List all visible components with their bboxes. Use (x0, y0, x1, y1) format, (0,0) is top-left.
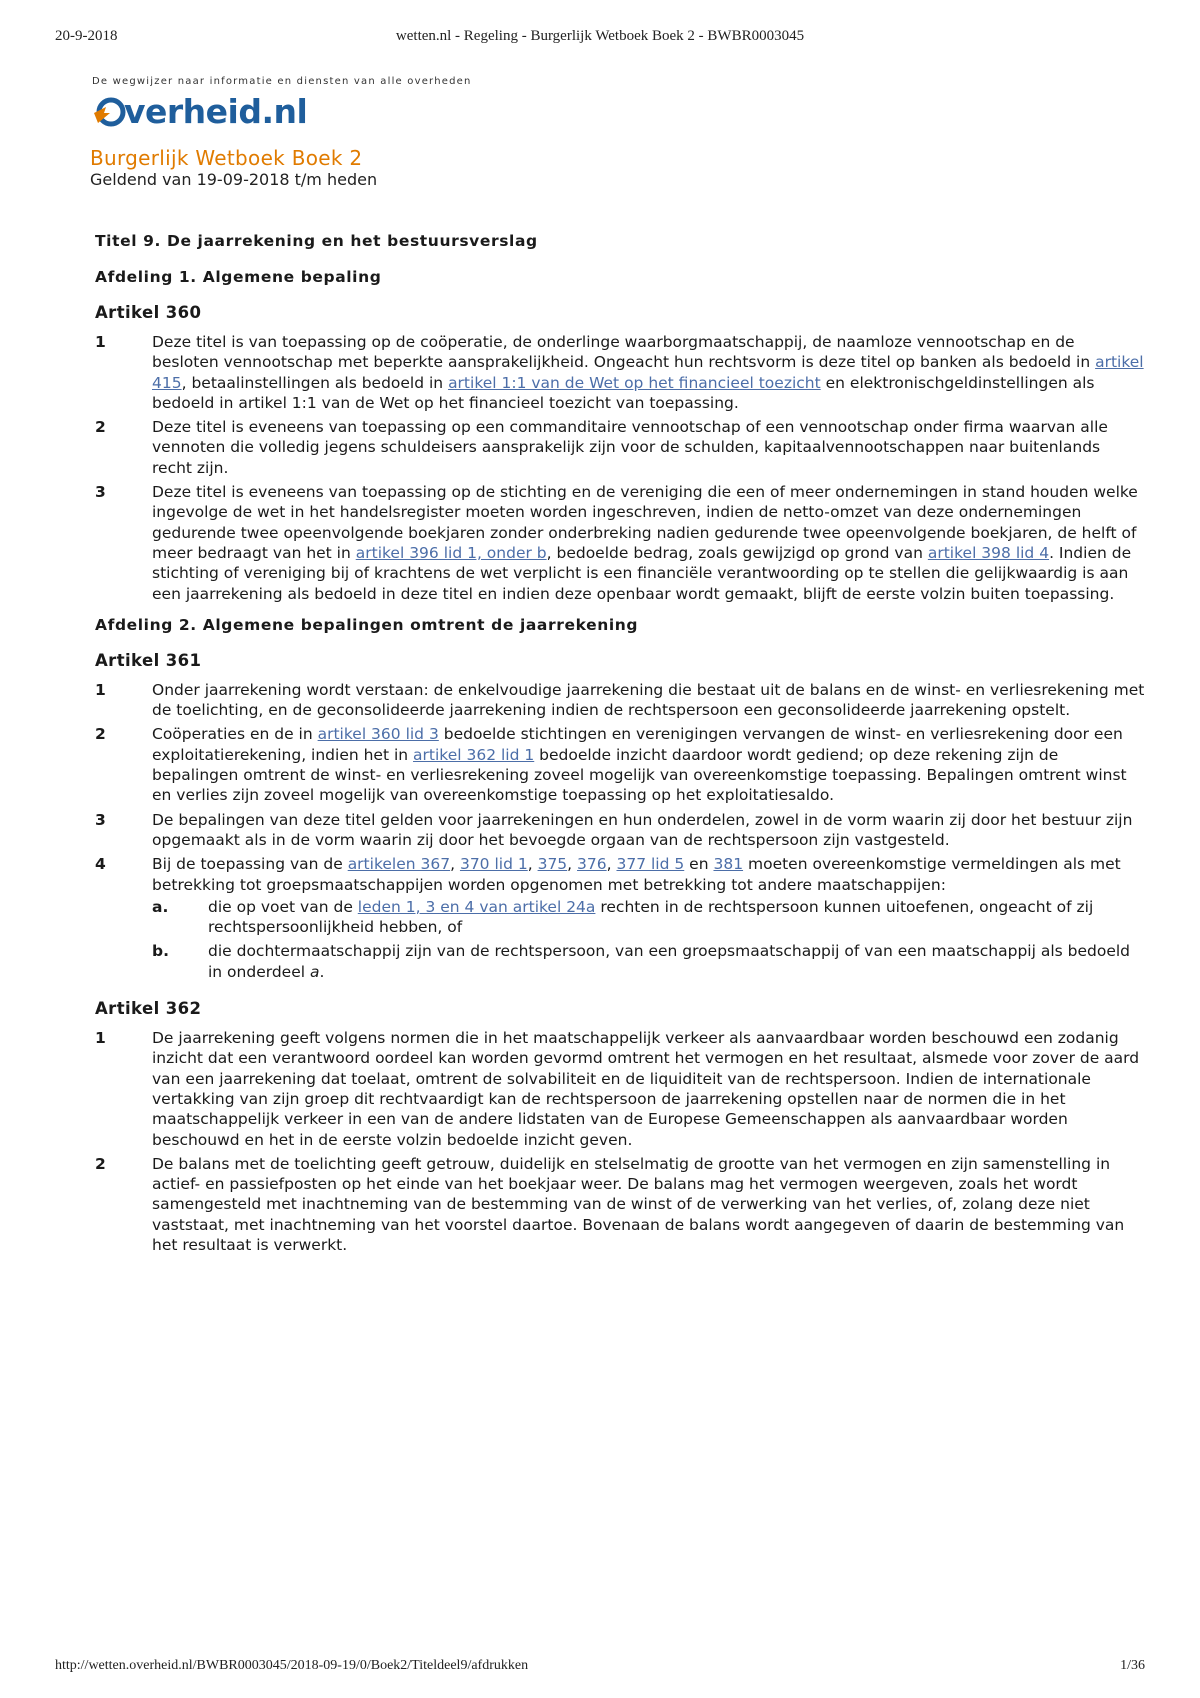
link-376[interactable]: 376 (577, 855, 607, 874)
sub-number: a. (152, 897, 169, 916)
afdeling-2-heading: Afdeling 2. Algemene bepalingen omtrent de jaarrekening (95, 615, 639, 634)
overheid-logo[interactable] (92, 89, 472, 133)
link-375[interactable]: 375 (537, 855, 568, 874)
lid-item (90, 1154, 1145, 1255)
sub-text: die op voet van de leden 1, 3 en 4 van artikel 24a rechten in de rechtspersoon kunnen uitoefenen, ongeacht of zij rechtspersoonlijkheid hebben, of (208, 897, 1094, 937)
link-377-lid-5[interactable]: 377 lid 5 (616, 855, 685, 874)
link-artikel-1-1-wft[interactable]: artikel 1:1 van de Wet op het financieel toezicht (448, 373, 821, 392)
sub-item (152, 941, 1145, 982)
afdeling-1-heading: Afdeling 1. Algemene bepaling (95, 268, 382, 286)
lid-text: De balans met de toelichting geeft getrouw, duidelijk en stelselmatig de grootte van het vermogen en zijn samenstelling in actief- en passiefposten op het einde van het boekjaar weer. De balans mag het vermogen weergeven, zoals het wordt samengesteld met inachtneming van de bestemming van de winst of de verwerking van het verlies, of, zolang deze niet vaststaat, met inachtneming van het voorstel daartoe. Bovenaan de balans wordt aangegeven of daarin de bestemming van het resultaat is verwerkt. (152, 1154, 1125, 1254)
lid-text: Bij de toepassing van de artikelen 367, 370 lid 1, 375, 376, 377 lid 5 en 381 moeten overeenkomstige vermeldingen als met betrekking tot groepsmaatschappijen worden opgenomen met betrekking tot andere maatschappijen: a. die op voet van de leden 1, 3 en 4 van artikel 24a rechten in de rechtspersoon kunnen uitoefenen, ongeacht of zij rechtspersoonlijkheid hebben, of b. die dochtermaatschappij zijn van de rechtspersoon, van een groepsmaatschappij of van een maatschappij als bedoeld in onderdeel a. (152, 854, 1145, 986)
lid-text: Coöperaties en de in artikel 360 lid 3 bedoelde stichtingen en verenigingen vervangen de winst- en verliesrekening door een exploitatierekening, indien het in artikel 362 lid 1 bedoelde inzicht daardoor wordt gediend; op deze rekening zijn de bepalingen omtrent de winst- en verliesrekening zoveel mogelijk van overeenkomstige toepassing. Bepalingen omtrent winst en verlies zijn zoveel mogelijk van overeenkomstige toepassing op het exploitatiesaldo. (152, 725, 1127, 805)
lid-text: De jaarrekening geeft volgens normen die in het maatschappelijk verkeer als aanvaardbaar worden beschouwd een zodanig inzicht dat een verantwoord oordeel kan worden gevormd omtrent het vermogen en het resultaat, alsmede voor zover de aard van een jaarrekening dat toelaat, omtrent de solvabiliteit en de liquiditeit van de rechtspersoon. Indien de internationale vertakking van zijn groep dit rechtvaardigt kan de rechtspersoon de jaarrekening opstellen naar de normen die in het maatschappelijk verkeer in een van de andere lidstaten van de Europese Gemeenschappen als aanvaardbaar worden beschouwd en het in de eerste volzin bedoelde inzicht geven. (152, 1029, 1140, 1149)
lid-item (90, 482, 1145, 604)
lid-text: Onder jaarrekening wordt verstaan: de enkelvoudige jaarrekening die bestaat uit de balans en de winst- en verliesrekening met de toelichting, en de geconsolideerde jaarrekening indien de rechtspersoon een geconsolideerde jaarrekening opstelt. (152, 680, 1145, 720)
link-artikel-398[interactable]: artikel 398 lid 4 (927, 543, 1050, 562)
lid-text: De bepalingen van deze titel gelden voor jaarrekeningen en hun onderdelen, zowel in de vorm waarin zij door het bestuur zijn opgemaakt als in de vorm waarin zij door het bevoegde orgaan van de rechtspersoon zijn vastgesteld. (152, 810, 1133, 849)
print-page-title: wetten.nl - Regeling - Burgerlijk Wetboek Boek 2 - BWBR0003045 (395, 28, 805, 44)
document-title: Burgerlijk Wetboek Boek 2 (90, 146, 363, 170)
lid-number: 1 (95, 1029, 106, 1048)
artikel-362-heading: Artikel 362 (95, 999, 202, 1019)
print-date: 20-9-2018 (55, 28, 118, 44)
lid-number: 3 (95, 810, 106, 829)
print-url: http://wetten.overheid.nl/BWBR0003045/2018-09-19/0/Boek2/Titeldeel9/afdrukken (55, 1658, 529, 1673)
lid-item (90, 854, 1145, 986)
lid-number: 4 (95, 855, 106, 874)
lid-number: 2 (95, 418, 106, 437)
lid-item (90, 810, 1145, 851)
print-footer (55, 1658, 1145, 1678)
lid-text: Deze titel is eveneens van toepassing op de stichting en de vereniging die een of meer ondernemingen in stand houden welke ingevolge de wet in het handelsregister moeten worden ingeschreven, indien de netto-omzet van deze ondernemingen gedurende twee opeenvolgende boekjaren zonder onderbreking nadien gedurende twee opeenvolgende boekjaren, de helft of meer bedraagt van het in artikel 396 lid 1, onder b, bedoelde bedrag, zoals gewijzigd op grond van artikel 398 lid 4. Indien de stichting of vereniging bij of krachtens de wet verplicht is een financiële verantwoording op te stellen die gelijkwaardig is aan een jaarrekening als bedoeld in deze titel en indien deze openbaar wordt gemaakt, blijft de eerste volzin buiten toepassing. (152, 483, 1138, 603)
print-header (55, 28, 1145, 48)
lid-item (90, 1028, 1145, 1150)
lid-text: Deze titel is eveneens van toepassing op een commanditaire vennootschap of een vennootschap onder firma waarvan alle vennoten die volledig jegens schuldeisers aansprakelijk zijn voor de schulden, kapitaalvennootschappen naar buitenlands recht zijn. (152, 418, 1108, 477)
link-artikel-415[interactable]: artikel 415 (152, 353, 1144, 392)
link-artikel-24a[interactable]: leden 1, 3 en 4 van artikel 24a (357, 897, 596, 916)
overheid-o-arrow-icon (92, 93, 128, 129)
artikel-360-heading: Artikel 360 (95, 303, 202, 322)
document-content (90, 146, 1145, 1259)
link-381[interactable]: 381 (713, 855, 744, 874)
lid-number: 2 (95, 725, 106, 744)
link-artikel-396[interactable]: artikel 396 lid 1, onder b (355, 543, 547, 562)
logo-wordmark: verheid.nl (124, 91, 308, 131)
artikel-361-heading: Artikel 361 (95, 650, 202, 670)
link-370-lid-1[interactable]: 370 lid 1 (459, 855, 528, 874)
lid-number: 1 (95, 333, 106, 351)
sub-number: b. (152, 942, 169, 961)
titel-heading: Titel 9. De jaarrekening en het bestuursverslag (95, 232, 538, 250)
link-artikel-360-lid-3[interactable]: artikel 360 lid 3 (317, 725, 439, 744)
document-validity: Geldend van 19-09-2018 t/m heden (90, 170, 378, 189)
lid-number: 2 (95, 1154, 106, 1173)
logo-tagline: De wegwijzer naar informatie en diensten van alle overheden (92, 76, 472, 87)
link-artikelen-367[interactable]: artikelen 367 (347, 855, 451, 874)
lid-item (90, 680, 1145, 721)
lid-number: 3 (95, 483, 106, 502)
lid-text: Deze titel is van toepassing op de coöperatie, de onderlinge waarborgmaatschappij, de naamloze vennootschap en de besloten vennootschap met beperkte aansprakelijkheid. Ongeacht hun rechtsvorm is deze titel op banken als bedoeld in artikel 415, betaalinstellingen als bedoeld in artikel 1:1 van de Wet op het financieel toezicht en elektronischgeldinstellingen als bedoeld in artikel 1:1 van de Wet op het financieel toezicht van toepassing. (152, 333, 1144, 412)
sub-text: die dochtermaatschappij zijn van de rechtspersoon, van een groepsmaatschappij of van een maatschappij als bedoeld in onderdeel a. (208, 942, 1131, 981)
site-logo-block (92, 76, 472, 133)
lid-number: 1 (95, 680, 106, 699)
lid-item (90, 417, 1145, 478)
lid-item (90, 332, 1145, 413)
print-page-number: 1/36 (1120, 1658, 1145, 1673)
lid-item (90, 724, 1145, 805)
sub-item (152, 897, 1145, 938)
link-artikel-362-lid-1[interactable]: artikel 362 lid 1 (413, 745, 535, 764)
